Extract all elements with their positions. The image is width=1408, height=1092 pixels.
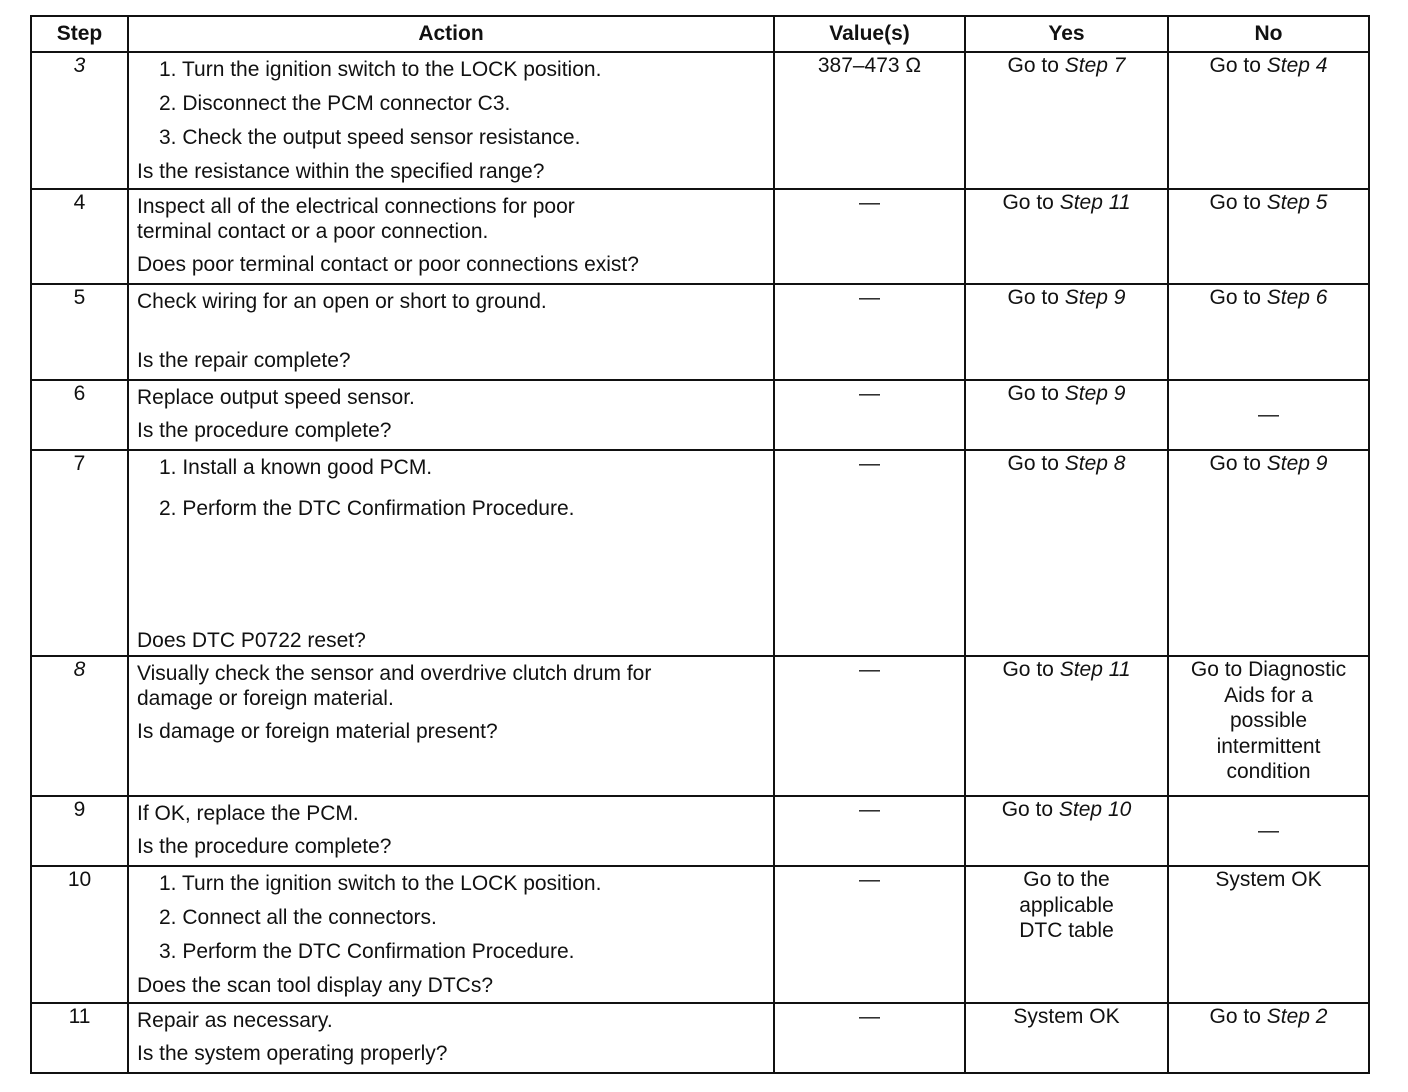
no-cell	[1168, 189, 1369, 284]
no-cell	[1168, 284, 1369, 380]
action-question: Is the procedure complete?	[137, 835, 392, 859]
table-row	[31, 450, 1369, 656]
goto-label: Go to	[1002, 658, 1054, 681]
value-cell: —	[774, 1003, 965, 1073]
value-cell: —	[774, 866, 965, 1003]
step-ref: Step 11	[1059, 658, 1131, 681]
action-cell	[128, 796, 774, 866]
yes-line: DTC table	[1019, 919, 1114, 943]
header-row	[31, 16, 1369, 52]
action-text: damage or foreign material.	[137, 687, 394, 711]
action-substep: 1. Install a known good PCM.	[159, 456, 433, 479]
no-cell	[1168, 450, 1369, 656]
header-values: Value(s)	[774, 16, 965, 52]
action-substep: 1. Turn the ignition switch to the LOCK position.	[159, 58, 602, 81]
step-ref: Step 7	[1064, 54, 1126, 77]
step-ref: Step 11	[1059, 191, 1131, 214]
action-text: Replace output speed sensor.	[137, 386, 415, 409]
action-text: If OK, replace the PCM.	[137, 802, 359, 825]
goto-label: Go to	[1209, 191, 1261, 214]
header-no: No	[1168, 16, 1369, 52]
table-row	[31, 380, 1369, 450]
no-cell: System OK	[1168, 866, 1369, 1003]
no-line: Aids for a	[1224, 683, 1313, 707]
step-number: 5	[31, 284, 128, 380]
table-row	[31, 1003, 1369, 1073]
value-cell: —	[774, 189, 965, 284]
action-question: Is the resistance within the specified range?	[137, 159, 545, 183]
action-substep: 1. Turn the ignition switch to the LOCK position.	[159, 872, 602, 895]
no-line: condition	[1226, 760, 1311, 784]
table-row	[31, 796, 1369, 866]
step-number: 10	[31, 866, 128, 1003]
step-number: 4	[31, 189, 128, 284]
action-substep: 3. Perform the DTC Confirmation Procedure.	[159, 940, 575, 964]
action-question: Is damage or foreign material present?	[137, 720, 498, 744]
goto-label: Go to	[1007, 452, 1059, 475]
action-substep: 2. Disconnect the PCM connector C3.	[159, 92, 511, 116]
step-number: 9	[31, 796, 128, 866]
action-question: Does DTC P0722 reset?	[137, 628, 366, 652]
action-text: Check wiring for an open or short to ground.	[137, 290, 547, 313]
table-row	[31, 866, 1369, 1003]
action-cell	[128, 284, 774, 380]
yes-cell	[965, 284, 1168, 380]
value-cell: —	[774, 656, 965, 796]
table-row	[31, 52, 1369, 189]
yes-line: Go to the	[1023, 868, 1110, 891]
action-text: Repair as necessary.	[137, 1009, 333, 1032]
table-row	[31, 656, 1369, 796]
goto-label: Go to	[1209, 1005, 1261, 1028]
yes-cell	[965, 52, 1168, 189]
header-yes: Yes	[965, 16, 1168, 52]
step-number: 8	[31, 656, 128, 796]
no-cell	[1168, 52, 1369, 189]
action-question: Is the repair complete?	[137, 349, 351, 373]
step-ref: Step 2	[1266, 1005, 1328, 1028]
yes-cell	[965, 796, 1168, 866]
step-ref: Step 9	[1064, 382, 1126, 405]
action-text: Visually check the sensor and overdrive clutch drum for	[137, 662, 652, 685]
action-substep: 2. Perform the DTC Confirmation Procedure.	[159, 497, 575, 521]
no-cell	[1168, 656, 1369, 796]
action-question: Is the procedure complete?	[137, 419, 392, 443]
action-substep: 3. Check the output speed sensor resistance.	[159, 126, 581, 150]
diagnostic-table	[30, 15, 1370, 1074]
action-cell	[128, 1003, 774, 1073]
yes-cell	[965, 450, 1168, 656]
goto-label: Go to	[1007, 382, 1059, 405]
goto-label: Go to	[1209, 452, 1261, 475]
action-cell	[128, 866, 774, 1003]
no-line: intermittent	[1216, 734, 1321, 758]
value-cell: —	[774, 796, 965, 866]
no-cell	[1168, 1003, 1369, 1073]
action-cell	[128, 450, 774, 656]
action-question: Does poor terminal contact or poor connections exist?	[137, 253, 639, 277]
yes-cell: System OK	[965, 1003, 1168, 1073]
step-number: 7	[31, 450, 128, 656]
action-question: Is the system operating properly?	[137, 1042, 448, 1066]
step-ref: Step 6	[1266, 286, 1328, 309]
no-cell: —	[1168, 380, 1369, 450]
yes-line: applicable	[1019, 893, 1114, 917]
step-number: 6	[31, 380, 128, 450]
goto-label: Go to	[1209, 54, 1261, 77]
goto-label: Go to	[1007, 286, 1059, 309]
step-ref: Step 8	[1064, 452, 1126, 475]
no-line: possible	[1229, 709, 1308, 733]
value-cell: —	[774, 380, 965, 450]
table-row	[31, 284, 1369, 380]
action-question: Does the scan tool display any DTCs?	[137, 973, 494, 997]
yes-cell	[965, 866, 1168, 1003]
yes-cell	[965, 189, 1168, 284]
yes-cell	[965, 656, 1168, 796]
goto-label: Go to	[1001, 798, 1054, 821]
action-cell	[128, 52, 774, 189]
table-row	[31, 189, 1369, 284]
goto-label: Go to	[1007, 54, 1059, 77]
step-ref: Step 10	[1058, 798, 1132, 821]
action-cell	[128, 189, 774, 284]
action-substep: 2. Connect all the connectors.	[159, 906, 437, 930]
no-cell: —	[1168, 796, 1369, 866]
goto-label: Go to	[1002, 191, 1054, 214]
step-number: 11	[31, 1003, 128, 1073]
step-ref: Step 9	[1064, 286, 1126, 309]
value-cell: —	[774, 450, 965, 656]
yes-cell	[965, 380, 1168, 450]
action-text: terminal contact or a poor connection.	[137, 220, 489, 244]
step-ref: Step 9	[1266, 452, 1328, 475]
goto-label: Go to	[1209, 286, 1261, 309]
value-cell: 387–473 Ω	[774, 52, 965, 189]
action-cell	[128, 656, 774, 796]
step-ref: Step 5	[1266, 191, 1328, 214]
header-step: Step	[31, 16, 128, 52]
step-ref: Step 4	[1266, 54, 1328, 77]
no-line: Go to Diagnostic	[1190, 658, 1347, 681]
header-action: Action	[128, 16, 774, 52]
action-text: Inspect all of the electrical connections for poor	[137, 195, 575, 218]
action-cell	[128, 380, 774, 450]
value-cell: —	[774, 284, 965, 380]
step-number: 3	[31, 52, 128, 189]
